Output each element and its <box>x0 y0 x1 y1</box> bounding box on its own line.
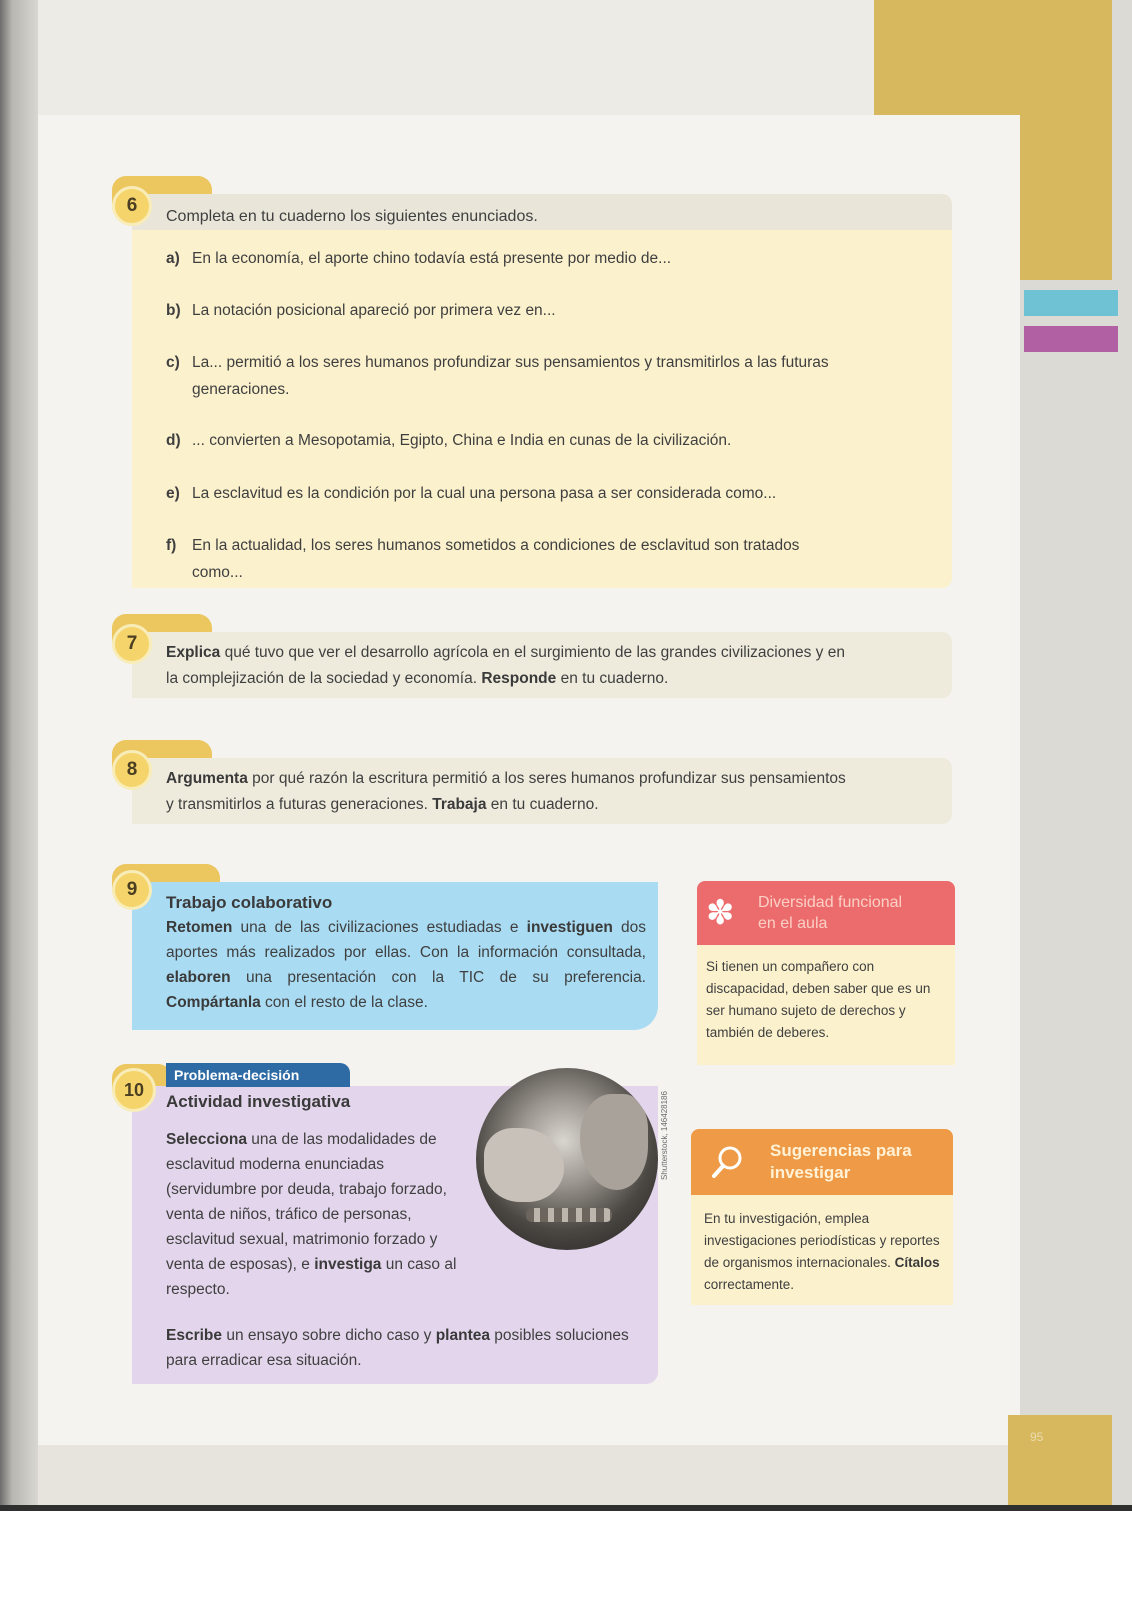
activity-6-item-b <box>166 298 941 323</box>
activity-6-number: 6 <box>112 186 152 226</box>
activity-9-t2: dos aportes más realizados por ellas. Con la información consultada, <box>166 919 646 961</box>
cyan-stripe <box>1024 290 1118 316</box>
activity-9-number: 9 <box>112 870 152 910</box>
activity-8-verb2: Trabaja <box>432 796 487 813</box>
sugerencias-title-line2: investigar <box>770 1163 851 1182</box>
sugerencias-title-line1: Sugerencias para <box>770 1141 912 1160</box>
activity-7-text-c: en tu cuaderno. <box>556 670 669 687</box>
item-text: La notación posicional apareció por primera vez en... <box>192 302 556 319</box>
sugerencias-verb: Cítalos <box>894 1255 940 1270</box>
activity-8-text <box>166 766 946 791</box>
activity-8-text-c: en tu cuaderno. <box>486 796 599 813</box>
activity-10-text <box>166 1127 466 1302</box>
item-label: a) <box>166 250 180 267</box>
activity-10-verb3: Escribe <box>166 1327 223 1344</box>
pink-stripe <box>1024 326 1118 352</box>
item-label: f) <box>166 537 177 554</box>
book-spine <box>0 0 38 1510</box>
activity-10-t3: un ensayo sobre dicho caso y <box>222 1327 436 1344</box>
activity-9-verb3: elaboren <box>166 969 231 986</box>
page-number: 95 <box>1030 1430 1044 1444</box>
activity-7-text-a: qué tuvo que ver el desarrollo agrícola en el surgimiento de las grandes civilizaciones y en <box>220 644 845 661</box>
activity-6-item-c-line2: generaciones. <box>192 381 290 398</box>
activity-6-item-f <box>166 533 941 558</box>
item-text: La... permitió a los seres humanos profundizar sus pensamientos y transmitirlos a las futuras <box>192 354 829 371</box>
activity-9-verb1: Retomen <box>166 919 233 936</box>
activity-6-item-f-line2: como... <box>192 564 243 581</box>
chained-hands-photo <box>476 1068 658 1250</box>
top-band <box>38 0 874 120</box>
hand-shape <box>484 1128 564 1202</box>
bottom-band <box>38 1445 1020 1505</box>
magnifier-icon <box>708 1142 748 1182</box>
activity-10-number: 10 <box>112 1068 156 1112</box>
activity-6-item-e <box>166 481 941 506</box>
activity-10-verb2: investiga <box>314 1256 382 1273</box>
activity-10-t1: una de las modalidades de esclavitud moderna enunciadas (servidumbre por deuda, trabajo forzado, venta de niños, tráfico de personas, esclavitud sexual, matrimonio forzado y venta de esposas), e <box>166 1131 447 1273</box>
activity-6-prompt: Completa en tu cuaderno los siguientes enunciados. <box>166 208 538 225</box>
activity-9-t3: una presentación con la TIC de su preferencia. <box>230 969 646 986</box>
sugerencias-text <box>704 1208 940 1296</box>
activity-7-text-b: la complejización de la sociedad y economía. <box>166 670 482 687</box>
activity-9-verb2: investiguen <box>526 919 613 936</box>
activity-10-verb4: plantea <box>435 1327 490 1344</box>
item-label: e) <box>166 485 180 502</box>
activity-8-text-line2 <box>166 792 946 817</box>
item-label: c) <box>166 354 180 371</box>
sugerencias-text-b: correctamente. <box>704 1277 795 1292</box>
activity-10-t4: posibles soluciones para erradicar esa situación. <box>166 1327 629 1369</box>
activity-7-verb2: Responde <box>481 670 557 687</box>
activity-9-title: Trabajo colaborativo <box>166 893 333 912</box>
sugerencias-text-a: En tu investigación, emplea investigaciones periodísticas y reportes de organismos internacionales. <box>704 1211 940 1270</box>
activity-8-verb: Argumenta <box>166 770 248 787</box>
item-text: En la economía, el aporte chino todavía está presente por medio de... <box>192 250 672 267</box>
activity-7-text-line2 <box>166 666 946 691</box>
page-bottom-edge <box>0 1505 1132 1511</box>
asterisk-flower-icon: ✽ <box>706 894 735 932</box>
diversidad-text: Si tienen un compañero con discapacidad, deben saber que es un ser humano sujeto de derechos y también de deberes. <box>706 959 931 1040</box>
activity-9-verb4: Compártanla <box>166 994 261 1011</box>
chain-shape <box>526 1208 612 1222</box>
hand-shape <box>580 1094 648 1190</box>
activity-6-item-d <box>166 428 941 453</box>
item-text: La esclavitud es la condición por la cual una persona pasa a ser considerada como... <box>192 485 777 502</box>
item-label: d) <box>166 432 181 449</box>
diversidad-title-line1: Diversidad funcional <box>758 894 903 911</box>
diversidad-title-line2: en el aula <box>758 915 828 932</box>
activity-9-t1: una de las civilizaciones estudiadas e <box>232 919 527 936</box>
activity-8-number: 8 <box>112 750 152 790</box>
activity-7-verb: Explica <box>166 644 221 661</box>
problema-decision-badge: Problema-decisión <box>166 1063 350 1087</box>
activity-10-t2: un caso al respecto. <box>166 1256 457 1298</box>
activity-10-verb1: Selecciona <box>166 1131 247 1148</box>
activity-7-number: 7 <box>112 624 152 664</box>
page-number-tab <box>1008 1415 1112 1505</box>
item-text: En la actualidad, los seres humanos sometidos a condiciones de esclavitud son tratados <box>192 537 800 554</box>
activity-7-text <box>166 640 946 665</box>
activity-6-item-a <box>166 246 941 271</box>
item-label: b) <box>166 302 181 319</box>
activity-6-item-c <box>166 350 941 375</box>
activity-10-title: Actividad investigativa <box>166 1092 351 1111</box>
item-text: ... convierten a Mesopotamia, Egipto, China e India en cunas de la civilización. <box>192 432 732 449</box>
activity-9-t4: con el resto de la clase. <box>260 994 428 1011</box>
activity-10-text-2 <box>166 1323 646 1373</box>
photo-credit: Shutterstock, 146428186 <box>660 1091 669 1180</box>
activity-8-text-a: por qué razón la escritura permitió a los seres humanos profundizar sus pensamientos <box>247 770 846 787</box>
activity-9-text <box>166 890 646 1015</box>
activity-8-text-b: y transmitirlos a futuras generaciones. <box>166 796 433 813</box>
